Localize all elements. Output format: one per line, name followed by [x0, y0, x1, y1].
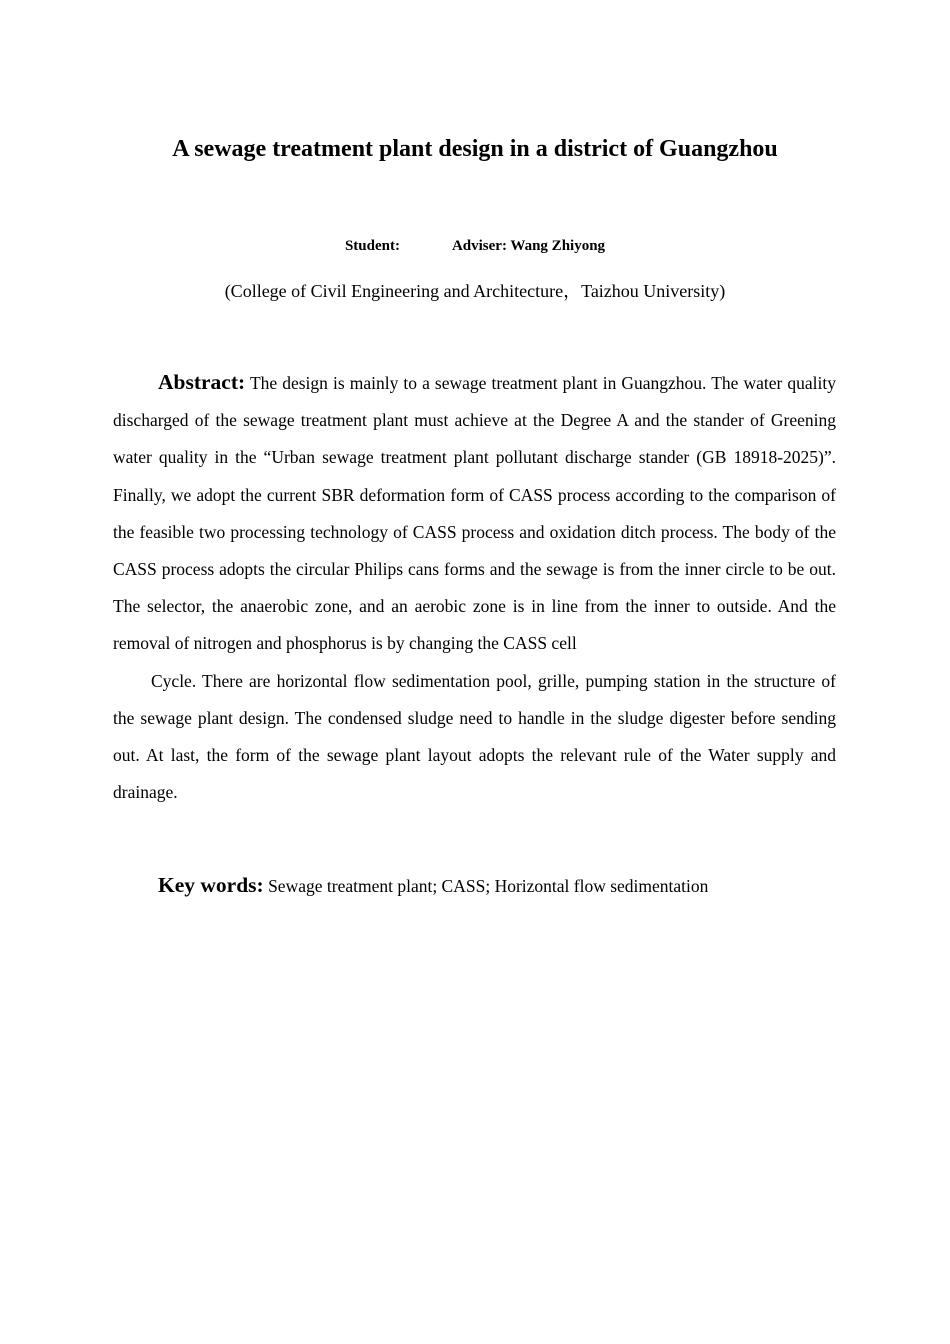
keywords-text: Sewage treatment plant; CASS; Horizontal flow sedimentation [268, 876, 709, 896]
affiliation: (College of Civil Engineering and Architecture，Taizhou University) [224, 281, 726, 301]
abstract-heading: Abstract: [158, 370, 246, 394]
student-label: Student: [344, 238, 400, 254]
adviser-name: Adviser: Wang Zhiyong [451, 238, 606, 254]
keywords-section [158, 870, 838, 901]
abstract-section [113, 364, 836, 811]
byline [0, 236, 950, 256]
abstract-paragraph-1 [113, 364, 836, 663]
page-title: A sewage treatment plant design in a district of Guangzhou [172, 136, 778, 162]
keywords-heading: Key words: [158, 873, 264, 897]
abstract-text-1: The design is mainly to a sewage treatment plant in Guangzhou. The water quality discharged of the sewage treatment plant must achieve at the Degree A and the stander of Greening water quality in the “Urban sewage treatment plant pollutant discharge stander (GB 18918-2025)”. Finally, we adopt the current SBR deformation form of CASS process according to the comparison of the feasible two processing technology of CASS process and oxidation ditch process. The body of the CASS process adopts the circular Philips cans forms and the sewage is from the inner circle to be out. The selector, the anaerobic zone, and an aerobic zone is in line from the inner to outside. And the removal of nitrogen and phosphorus is by changing the CASS cell [113, 373, 837, 654]
abstract-paragraph-2: Cycle. There are horizontal flow sedimentation pool, grille, pumping station in the structure of the sewage plant design. The condensed sludge need to handle in the sludge digester before sending out. At last, the form of the sewage plant layout adopts the relevant rule of the Water supply and drainage. [113, 670, 836, 803]
